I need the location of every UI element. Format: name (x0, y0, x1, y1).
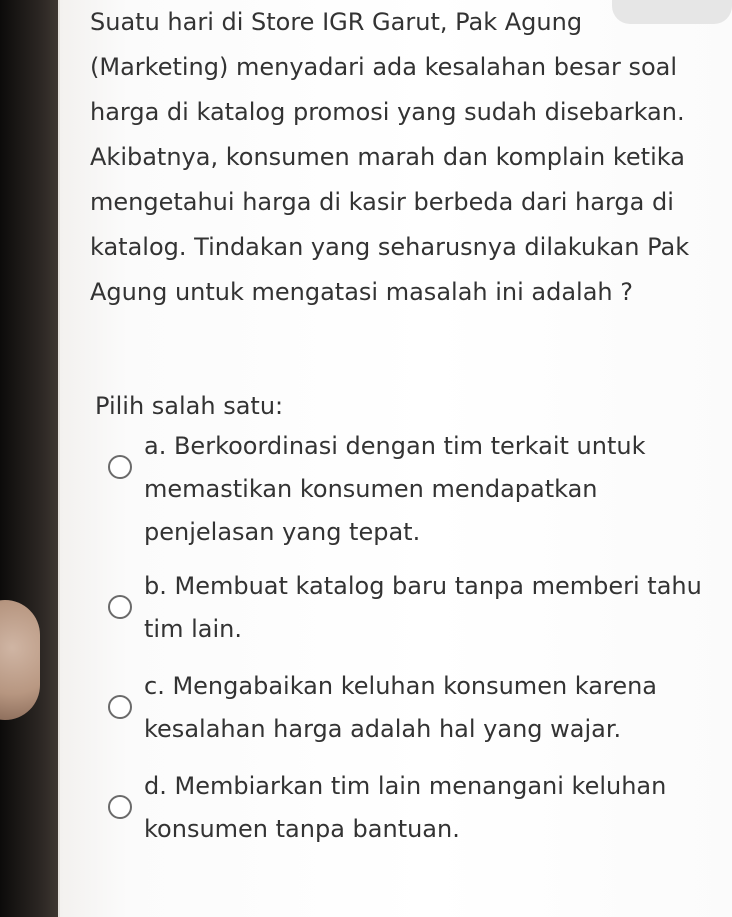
option-d-label: d. Membiarkan tim lain menangani keluhan konsumen tanpa bantuan. (144, 772, 667, 843)
radio-a-icon[interactable] (108, 455, 132, 479)
finger (0, 600, 40, 720)
choose-one-label: Pilih salah satu: (95, 392, 284, 420)
radio-c-icon[interactable] (108, 695, 132, 719)
radio-d-icon[interactable] (108, 795, 132, 819)
option-a-label: a. Berkoordinasi dengan tim terkait untuk memastikan konsumen mendapatkan penjelasan yang tepat. (144, 432, 646, 546)
radio-b-icon[interactable] (108, 595, 132, 619)
question-text: Suatu hari di Store IGR Garut, Pak Agung (Marketing) menyadari ada kesalahan besar soal harga di katalog promosi yang sudah disebarkan. Akibatnya, konsumen marah dan komplain ketika mengetahui harga di kasir berbeda dari harga di katalog. Tindakan yang seharusnya dilakukan Pak Agung untuk mengatasi masalah ini adalah ? (90, 8, 690, 306)
option-b-label: b. Membuat katalog baru tanpa memberi tahu tim lain. (144, 572, 702, 643)
option-c-label: c. Mengabaikan keluhan konsumen karena kesalahan harga adalah hal yang wajar. (144, 672, 657, 743)
quiz-screen (58, 0, 732, 917)
